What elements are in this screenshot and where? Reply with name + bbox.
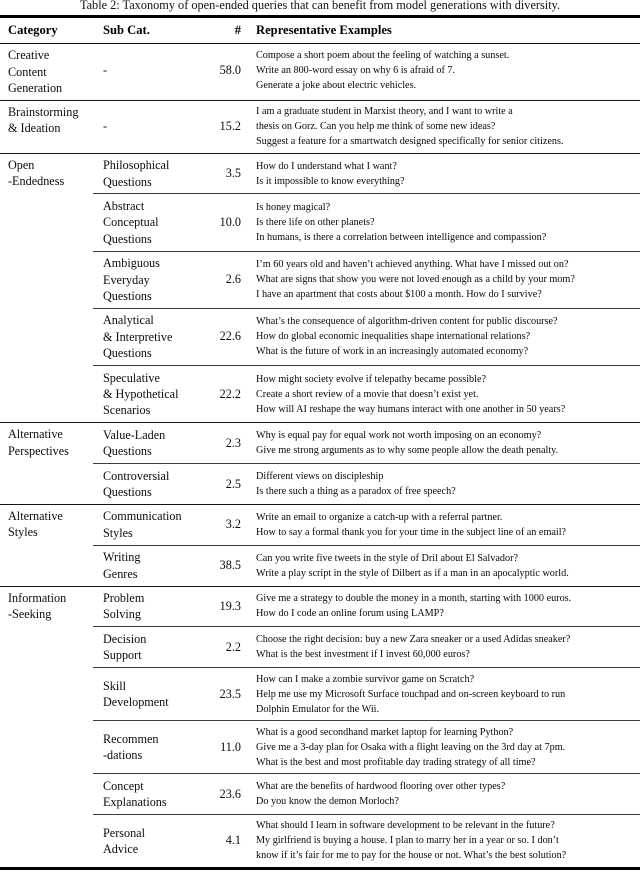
- example-line: Is there such a thing as a paradox of free speech?: [256, 486, 456, 498]
- table-row: [93, 423, 640, 463]
- category-cell: [0, 154, 93, 423]
- example-line: What is the best and most profitable day trading strategy of all time?: [256, 756, 536, 768]
- example-line: Different views on discipleship: [256, 471, 384, 483]
- category-group: [0, 100, 640, 153]
- examples-cell: [243, 591, 640, 621]
- subcategory-rows: [93, 101, 640, 153]
- category-name-line: Creative: [8, 48, 50, 63]
- example-line: How do I code an online forum using LAMP?: [256, 608, 444, 620]
- subcategory-name-line: Development: [103, 695, 169, 710]
- subcategory-name-line: Recommen: [103, 731, 159, 746]
- example-line: Dolphin Emulator for the Wii.: [256, 703, 380, 715]
- table-row: [93, 251, 640, 308]
- example-line: Is honey magical?: [256, 202, 331, 214]
- subcategory-name-line: Questions: [103, 346, 152, 361]
- subcategory-name-line: Conceptual: [103, 215, 159, 230]
- examples-cell: [243, 48, 640, 93]
- example-line: know if it’s fair for me to pay for the house or not. What’s the best solution?: [256, 850, 567, 862]
- examples-cell: [243, 200, 640, 245]
- example-line: What are signs that show you were not loved enough as a child by your mom?: [256, 274, 575, 286]
- category-group: [0, 153, 640, 423]
- percentage-cell: 22.6: [219, 329, 241, 344]
- subcategory-name-line: -dations: [103, 748, 143, 763]
- example-line: I am a graduate student in Marxist theory, and I want to write a: [256, 106, 513, 118]
- example-line: How to say a formal thank you for your time in the subject line of an email?: [256, 526, 567, 538]
- percentage-cell: 3.5: [225, 166, 241, 181]
- table-row: [93, 365, 640, 422]
- subcategory-name-line: Problem: [103, 591, 145, 606]
- example-line: Give me a strategy to double the money in a month, starting with 1000 euros.: [256, 593, 572, 605]
- category-name-line: Content: [8, 64, 47, 79]
- category-group: [0, 586, 640, 867]
- table-row: [93, 101, 640, 153]
- category-name-line: -Seeking: [8, 606, 52, 621]
- example-line: Is there life on other planets?: [256, 217, 375, 229]
- subcategory-cell: [93, 731, 203, 764]
- category-name-line: Alternative: [8, 508, 63, 523]
- subcategory-name-line: Abstract: [103, 198, 145, 213]
- subcategory-name-line: Philosophical: [103, 158, 170, 173]
- subcategory-name-line: Ambiguous: [103, 256, 160, 271]
- subcategory-cell: [93, 508, 203, 541]
- subcategory-rows: [93, 587, 640, 867]
- subcategory-name-line: Personal: [103, 825, 145, 840]
- subcategory-name-line: Advice: [103, 841, 139, 856]
- percentage-cell: 2.6: [225, 272, 241, 287]
- subcategory-rows: [93, 505, 640, 586]
- subcategory-name-line: Concept: [103, 778, 144, 793]
- header-examples: Representative Examples: [256, 22, 392, 37]
- examples-cell: [243, 818, 640, 863]
- subcategory-cell: [93, 778, 203, 811]
- subcategory-name-line: Questions: [103, 444, 152, 459]
- table-row: [93, 587, 640, 627]
- example-line: Help me use my Microsoft Surface touchpad and on-screen keyboard to run: [256, 688, 566, 700]
- subcategory-cell: [93, 370, 203, 419]
- category-name-line: Alternative: [8, 427, 63, 442]
- subcategory-name-line: Analytical: [103, 313, 154, 328]
- example-line: How can I make a zombie survivor game on Scratch?: [256, 673, 475, 685]
- subcategory-name-line: Questions: [103, 231, 152, 246]
- example-line: Write an 800-word essay on why 6 is afraid of 7.: [256, 64, 456, 76]
- subcategory-name-line: Questions: [103, 485, 152, 500]
- example-line: What is the future of work in an increasingly automated economy?: [256, 346, 529, 358]
- example-line: How will AI reshape the way humans interact with one another in 50 years?: [256, 403, 566, 415]
- subcategory-cell: [93, 312, 203, 361]
- table-bottom-rule: [0, 867, 640, 870]
- subcategory-cell: [93, 468, 203, 501]
- category-cell: [0, 587, 93, 867]
- subcategory-cell: [93, 427, 203, 460]
- percentage-cell: 11.0: [220, 739, 241, 754]
- subcategory-name-line: Value-Laden: [103, 427, 166, 442]
- percentage-cell: 2.2: [225, 639, 241, 654]
- example-line: What is the best investment if I invest 60,000 euros?: [256, 649, 470, 661]
- table-row: [93, 193, 640, 250]
- category-cell: [0, 101, 93, 153]
- example-line: Can you write five tweets in the style of Dril about El Salvador?: [256, 552, 518, 564]
- example-line: How do global economic inequalities shape international relations?: [256, 331, 531, 343]
- category-name-line: -Endedness: [8, 174, 65, 189]
- table-caption: Table 2: Taxonomy of open-ended queries that can benefit from model generations with diversity.: [79, 0, 561, 12]
- table-row: [93, 154, 640, 194]
- subcategory-name-line: Solving: [103, 607, 141, 622]
- table-row: [93, 626, 640, 667]
- examples-cell: [243, 672, 640, 717]
- category-name-line: Generation: [8, 81, 63, 96]
- table-row: [93, 545, 640, 586]
- percentage-cell: 23.6: [219, 786, 241, 801]
- table-row: [93, 814, 640, 867]
- example-line: Is it impossible to know everything?: [256, 175, 405, 187]
- examples-cell: [243, 551, 640, 581]
- subcategory-name-line: Everyday: [103, 272, 150, 287]
- header-subcat: Sub Cat.: [103, 22, 150, 37]
- examples-cell: [243, 104, 640, 149]
- subcategory-name-line: Questions: [103, 174, 152, 189]
- subcategory-cell: [93, 590, 203, 623]
- example-line: In humans, is there a correlation between intelligence and compassion?: [256, 232, 547, 244]
- table-body: [0, 44, 640, 867]
- subcategory-name-line: -: [103, 119, 108, 134]
- examples-cell: [243, 428, 640, 458]
- category-group: [0, 44, 640, 99]
- examples-cell: [243, 314, 640, 359]
- percentage-cell: 58.0: [219, 62, 241, 77]
- category-group: [0, 504, 640, 586]
- example-line: What is a good secondhand market laptop for learning Python?: [256, 726, 514, 738]
- example-line: How might society evolve if telepathy became possible?: [256, 373, 486, 385]
- subcategory-name-line: & Interpretive: [103, 329, 173, 344]
- example-line: Choose the right decision: buy a new Zara sneaker or a used Adidas sneaker?: [256, 634, 571, 646]
- subcategory-name-line: Styles: [103, 525, 133, 540]
- example-line: Create a short review of a movie that doesn’t exist yet.: [256, 388, 479, 400]
- subcategory-name-line: Writing: [103, 550, 141, 565]
- subcategory-cell: [93, 62, 203, 78]
- example-line: Generate a joke about electric vehicles.: [256, 79, 417, 91]
- example-line: What’s the consequence of algorithm-driven content for public discourse?: [256, 316, 558, 328]
- examples-cell: [243, 257, 640, 302]
- percentage-cell: 4.1: [225, 833, 241, 848]
- subcategory-name-line: Communication: [103, 509, 182, 524]
- table-row: [93, 308, 640, 365]
- example-line: thesis on Gorz. Can you help me think of some new ideas?: [256, 121, 496, 133]
- subcategory-name-line: Controversial: [103, 468, 170, 483]
- header-category: Category: [8, 22, 58, 37]
- category-cell: [0, 423, 93, 504]
- example-line: Suggest a feature for a smartwatch designed specifically for senior citizens.: [256, 136, 564, 148]
- subcategory-name-line: Genres: [103, 566, 138, 581]
- category-name-line: Open: [8, 157, 35, 172]
- example-line: Give me strong arguments as to why some people allow the death penalty.: [256, 445, 559, 457]
- subcategory-rows: [93, 423, 640, 504]
- examples-cell: [243, 372, 640, 417]
- subcategory-cell: [93, 157, 203, 190]
- subcategory-cell: [93, 631, 203, 664]
- examples-cell: [243, 725, 640, 770]
- category-cell: [0, 505, 93, 586]
- subcategory-name-line: & Hypothetical: [103, 386, 179, 401]
- percentage-cell: 22.2: [219, 386, 241, 401]
- example-line: Why is equal pay for equal work not worth imposing on an economy?: [256, 430, 542, 442]
- table-row: [93, 773, 640, 814]
- percentage-cell: 2.5: [225, 476, 241, 491]
- subcategory-name-line: Questions: [103, 288, 152, 303]
- category-group: [0, 422, 640, 504]
- table-row: [93, 720, 640, 773]
- subcategory-name-line: Skill: [103, 678, 127, 693]
- percentage-cell: 10.0: [219, 215, 241, 230]
- subcategory-name-line: Scenarios: [103, 403, 151, 418]
- category-name-line: Perspectives: [8, 443, 69, 458]
- subcategory-cell: [93, 549, 203, 582]
- examples-cell: [243, 632, 640, 662]
- subcategory-name-line: Decision: [103, 631, 147, 646]
- subcategory-name-line: -: [103, 63, 108, 78]
- subcategory-name-line: Explanations: [103, 795, 167, 810]
- example-line: Write a play script in the style of Dilbert as if a man in an apocalyptic world.: [256, 567, 569, 579]
- percentage-cell: 38.5: [219, 558, 241, 573]
- example-line: What are the benefits of hardwood flooring over other types?: [256, 781, 506, 793]
- example-line: I have an apartment that costs about $100 a month. How do I survive?: [256, 289, 542, 301]
- subcategory-cell: [93, 678, 203, 711]
- examples-cell: [243, 159, 640, 189]
- table-row: [93, 667, 640, 720]
- subcategory-cell: [93, 255, 203, 304]
- table-header-row: [0, 18, 640, 43]
- example-line: Write an email to organize a catch-up with a referral partner.: [256, 511, 503, 523]
- category-name-line: Styles: [8, 525, 38, 540]
- percentage-cell: 15.2: [219, 119, 241, 134]
- example-line: Do you know the demon Morloch?: [256, 796, 399, 808]
- subcategory-rows: [93, 44, 640, 99]
- category-name-line: Information: [8, 590, 67, 605]
- category-name-line: & Ideation: [8, 121, 61, 136]
- subcategory-cell: [93, 118, 203, 134]
- percentage-cell: 23.5: [219, 686, 241, 701]
- percentage-cell: 3.2: [225, 517, 241, 532]
- subcategory-rows: [93, 154, 640, 423]
- examples-cell: [243, 469, 640, 499]
- example-line: How do I understand what I want?: [256, 160, 397, 172]
- subcategory-cell: [93, 825, 203, 858]
- percentage-cell: 2.3: [225, 435, 241, 450]
- header-count: #: [234, 22, 241, 37]
- examples-cell: [243, 510, 640, 540]
- subcategory-name-line: Support: [103, 648, 142, 663]
- example-line: Give me a 3-day plan for Osaka with a flight leaving on the 3rd day at 7pm.: [256, 741, 566, 753]
- table-row: [93, 463, 640, 504]
- category-cell: [0, 44, 93, 99]
- example-line: Compose a short poem about the feeling of watching a sunset.: [256, 49, 510, 61]
- table-row: [93, 44, 640, 96]
- example-line: I’m 60 years old and haven’t achieved anything. What have I missed out on?: [256, 259, 569, 271]
- example-line: What should I learn in software development to be relevant in the future?: [256, 820, 555, 832]
- percentage-cell: 19.3: [219, 598, 241, 613]
- category-name-line: Brainstorming: [8, 104, 79, 119]
- subcategory-cell: [93, 198, 203, 247]
- subcategory-name-line: Speculative: [103, 370, 160, 385]
- table-row: [93, 505, 640, 545]
- examples-cell: [243, 779, 640, 809]
- example-line: My girlfriend is buying a house. I plan to marry her in a year or so. I don’t: [256, 835, 559, 847]
